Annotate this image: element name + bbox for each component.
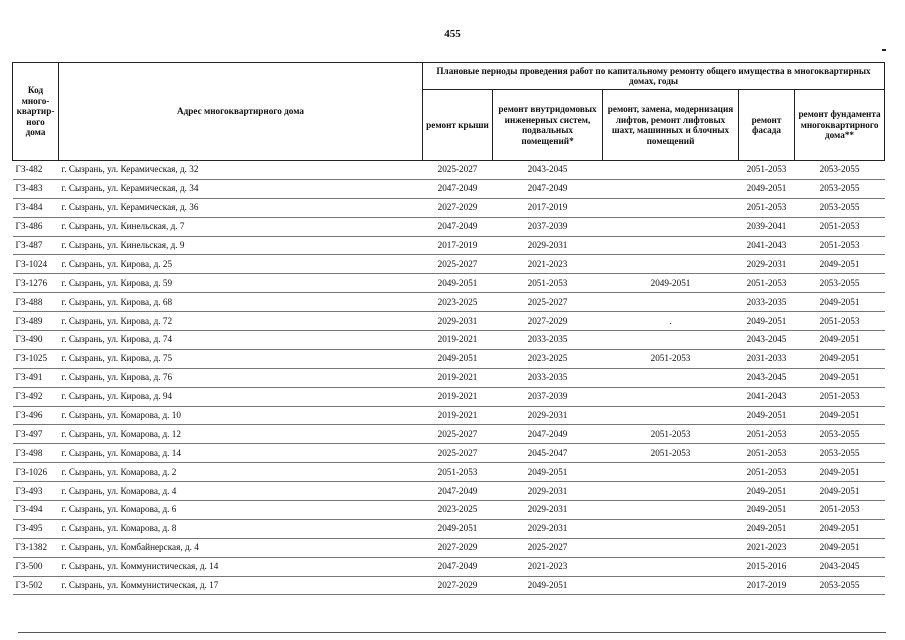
cell-code: ГЗ-492 bbox=[13, 387, 59, 406]
cell-roof: 2019-2021 bbox=[423, 331, 493, 350]
cell-systems: 2033-2035 bbox=[493, 331, 603, 350]
cell-elevators bbox=[603, 179, 739, 198]
cell-address: г. Сызрань, ул. Комбайнерская, д. 4 bbox=[59, 538, 423, 557]
cell-address: г. Сызрань, ул. Кирова, д. 25 bbox=[59, 255, 423, 274]
cell-elevators bbox=[603, 293, 739, 312]
cell-elevators bbox=[603, 538, 739, 557]
cell-facade: 2051-2053 bbox=[739, 425, 795, 444]
table-row bbox=[13, 387, 885, 406]
cell-facade: 2049-2051 bbox=[739, 179, 795, 198]
cell-foundation: 2051-2053 bbox=[795, 217, 885, 236]
cell-elevators bbox=[603, 557, 739, 576]
cell-address: г. Сызрань, ул. Кинельская, д. 9 bbox=[59, 236, 423, 255]
cell-elevators: 2051-2053 bbox=[603, 444, 739, 463]
table-row bbox=[13, 293, 885, 312]
table-row bbox=[13, 349, 885, 368]
cell-foundation: 2053-2055 bbox=[795, 198, 885, 217]
cell-foundation: 2049-2051 bbox=[795, 406, 885, 425]
header-code-line: много- bbox=[21, 95, 50, 106]
cell-systems: 2037-2039 bbox=[493, 387, 603, 406]
cell-foundation: 2049-2051 bbox=[795, 519, 885, 538]
cell-elevators bbox=[603, 482, 739, 501]
cell-facade: 2041-2043 bbox=[739, 387, 795, 406]
cell-foundation: 2049-2051 bbox=[795, 538, 885, 557]
cell-foundation: 2053-2055 bbox=[795, 425, 885, 444]
table-row bbox=[13, 425, 885, 444]
cell-facade: 2049-2051 bbox=[739, 312, 795, 331]
cell-roof: 2019-2021 bbox=[423, 387, 493, 406]
cell-foundation: 2053-2055 bbox=[795, 444, 885, 463]
cell-address: г. Сызрань, ул. Керамическая, д. 34 bbox=[59, 179, 423, 198]
cell-roof: 2047-2049 bbox=[423, 557, 493, 576]
header-roof: ремонт крыши bbox=[423, 90, 493, 161]
cell-address: г. Сызрань, ул. Кирова, д. 72 bbox=[59, 312, 423, 331]
cell-code: ГЗ-1276 bbox=[13, 274, 59, 293]
header-foundation: ремонт фундамента многоквартирного дома** bbox=[795, 90, 885, 161]
cell-foundation: 2051-2053 bbox=[795, 312, 885, 331]
cell-facade: 2049-2051 bbox=[739, 519, 795, 538]
stray-mark bbox=[882, 49, 886, 51]
cell-systems: 2029-2031 bbox=[493, 406, 603, 425]
cell-facade: 2015-2016 bbox=[739, 557, 795, 576]
cell-facade: 2051-2053 bbox=[739, 161, 795, 180]
cell-roof: 2047-2049 bbox=[423, 482, 493, 501]
cell-elevators bbox=[603, 519, 739, 538]
cell-foundation: 2053-2055 bbox=[795, 161, 885, 180]
cell-facade: 2031-2033 bbox=[739, 349, 795, 368]
cell-foundation: 2049-2051 bbox=[795, 463, 885, 482]
cell-roof: 2049-2051 bbox=[423, 519, 493, 538]
header-systems: ремонт внутридомовых инженерных систем, подвальных помещений* bbox=[493, 90, 603, 161]
cell-code: ГЗ-500 bbox=[13, 557, 59, 576]
cell-elevators bbox=[603, 501, 739, 520]
table-body bbox=[13, 161, 885, 595]
cell-systems: 2029-2031 bbox=[493, 482, 603, 501]
cell-code: ГЗ-488 bbox=[13, 293, 59, 312]
cell-foundation: 2053-2055 bbox=[795, 274, 885, 293]
cell-facade: 2043-2045 bbox=[739, 331, 795, 350]
cell-facade: 2021-2023 bbox=[739, 538, 795, 557]
cell-code: ГЗ-487 bbox=[13, 236, 59, 255]
cell-address: г. Сызрань, ул. Кирова, д. 76 bbox=[59, 368, 423, 387]
cell-facade: 2039-2041 bbox=[739, 217, 795, 236]
cell-roof: 2019-2021 bbox=[423, 406, 493, 425]
header-code-line: ного bbox=[26, 116, 45, 127]
cell-roof: 2023-2025 bbox=[423, 501, 493, 520]
table-row bbox=[13, 538, 885, 557]
cell-systems: 2047-2049 bbox=[493, 425, 603, 444]
cell-systems: 2025-2027 bbox=[493, 293, 603, 312]
table-row bbox=[13, 255, 885, 274]
cell-foundation: 2053-2055 bbox=[795, 179, 885, 198]
table-row bbox=[13, 463, 885, 482]
cell-systems: 2021-2023 bbox=[493, 255, 603, 274]
cell-roof: 2019-2021 bbox=[423, 368, 493, 387]
page-number: 455 bbox=[444, 28, 461, 40]
table-row bbox=[13, 576, 885, 595]
table-row bbox=[13, 368, 885, 387]
cell-code: ГЗ-482 bbox=[13, 161, 59, 180]
table-row bbox=[13, 331, 885, 350]
cell-roof: 2029-2031 bbox=[423, 312, 493, 331]
cell-roof: 2017-2019 bbox=[423, 236, 493, 255]
cell-systems: 2023-2025 bbox=[493, 349, 603, 368]
cell-foundation: 2049-2051 bbox=[795, 293, 885, 312]
cell-elevators bbox=[603, 331, 739, 350]
table-row bbox=[13, 519, 885, 538]
cell-systems: 2037-2039 bbox=[493, 217, 603, 236]
cell-systems: 2027-2029 bbox=[493, 312, 603, 331]
cell-code: ГЗ-490 bbox=[13, 331, 59, 350]
cell-systems: 2025-2027 bbox=[493, 538, 603, 557]
table-row bbox=[13, 406, 885, 425]
table-row bbox=[13, 198, 885, 217]
cell-facade: 2033-2035 bbox=[739, 293, 795, 312]
header-address: Адрес многоквартирного дома bbox=[59, 63, 423, 161]
cell-address: г. Сызрань, ул. Кирова, д. 94 bbox=[59, 387, 423, 406]
cell-roof: 2027-2029 bbox=[423, 576, 493, 595]
cell-address: г. Сызрань, ул. Кирова, д. 59 bbox=[59, 274, 423, 293]
cell-roof: 2025-2027 bbox=[423, 255, 493, 274]
cell-facade: 2051-2053 bbox=[739, 444, 795, 463]
cell-facade: 2049-2051 bbox=[739, 482, 795, 501]
cell-address: г. Сызрань, ул. Комарова, д. 6 bbox=[59, 501, 423, 520]
cell-address: г. Сызрань, ул. Керамическая, д. 36 bbox=[59, 198, 423, 217]
cell-facade: 2051-2053 bbox=[739, 198, 795, 217]
cell-systems: 2021-2023 bbox=[493, 557, 603, 576]
cell-roof: 2025-2027 bbox=[423, 425, 493, 444]
cell-systems: 2033-2035 bbox=[493, 368, 603, 387]
cell-code: ГЗ-484 bbox=[13, 198, 59, 217]
cell-facade: 2049-2051 bbox=[739, 406, 795, 425]
cell-roof: 2051-2053 bbox=[423, 463, 493, 482]
cell-address: г. Сызрань, ул. Коммунистическая, д. 14 bbox=[59, 557, 423, 576]
cell-systems: 2029-2031 bbox=[493, 501, 603, 520]
cell-systems: 2049-2051 bbox=[493, 463, 603, 482]
cell-elevators bbox=[603, 463, 739, 482]
cell-code: ГЗ-1026 bbox=[13, 463, 59, 482]
cell-code: ГЗ-491 bbox=[13, 368, 59, 387]
cell-systems: 2045-2047 bbox=[493, 444, 603, 463]
cell-address: г. Сызрань, ул. Коммунистическая, д. 17 bbox=[59, 576, 423, 595]
cell-elevators: 2051-2053 bbox=[603, 349, 739, 368]
header-facade: ремонт фасада bbox=[739, 90, 795, 161]
cell-facade: 2029-2031 bbox=[739, 255, 795, 274]
table-row bbox=[13, 179, 885, 198]
cell-elevators bbox=[603, 161, 739, 180]
cell-code: ГЗ-493 bbox=[13, 482, 59, 501]
cell-elevators bbox=[603, 406, 739, 425]
cell-code: ГЗ-497 bbox=[13, 425, 59, 444]
table-row bbox=[13, 482, 885, 501]
cell-facade: 2051-2053 bbox=[739, 274, 795, 293]
cell-systems: 2051-2053 bbox=[493, 274, 603, 293]
cell-systems: 2043-2045 bbox=[493, 161, 603, 180]
cell-address: г. Сызрань, ул. Комарова, д. 12 bbox=[59, 425, 423, 444]
header-elevators: ремонт, замена, модернизация лифтов, ремонт лифтовых шахт, машинных и блочных помещений bbox=[603, 90, 739, 161]
cell-roof: 2047-2049 bbox=[423, 179, 493, 198]
cell-code: ГЗ-494 bbox=[13, 501, 59, 520]
cell-foundation: 2051-2053 bbox=[795, 236, 885, 255]
cell-roof: 2025-2027 bbox=[423, 161, 493, 180]
cell-roof: 2049-2051 bbox=[423, 274, 493, 293]
cell-elevators: 2051-2053 bbox=[603, 425, 739, 444]
cell-roof: 2027-2029 bbox=[423, 198, 493, 217]
cell-facade: 2049-2051 bbox=[739, 501, 795, 520]
cell-elevators bbox=[603, 236, 739, 255]
cell-foundation: 2053-2055 bbox=[795, 576, 885, 595]
cell-address: г. Сызрань, ул. Комарова, д. 10 bbox=[59, 406, 423, 425]
cell-systems: 2029-2031 bbox=[493, 236, 603, 255]
cell-address: г. Сызрань, ул. Кирова, д. 74 bbox=[59, 331, 423, 350]
cell-foundation: 2049-2051 bbox=[795, 255, 885, 274]
cell-code: ГЗ-1382 bbox=[13, 538, 59, 557]
cell-foundation: 2049-2051 bbox=[795, 368, 885, 387]
cell-address: г. Сызрань, ул. Комарова, д. 2 bbox=[59, 463, 423, 482]
cell-facade: 2043-2045 bbox=[739, 368, 795, 387]
cell-address: г. Сызрань, ул. Керамическая, д. 32 bbox=[59, 161, 423, 180]
cell-foundation: 2049-2051 bbox=[795, 482, 885, 501]
table-row bbox=[13, 236, 885, 255]
cell-foundation: 2051-2053 bbox=[795, 501, 885, 520]
cell-facade: 2017-2019 bbox=[739, 576, 795, 595]
cell-systems: 2017-2019 bbox=[493, 198, 603, 217]
cell-elevators bbox=[603, 576, 739, 595]
cell-code: ГЗ-495 bbox=[13, 519, 59, 538]
cell-facade: 2051-2053 bbox=[739, 463, 795, 482]
table-row bbox=[13, 274, 885, 293]
cell-code: ГЗ-1024 bbox=[13, 255, 59, 274]
cell-systems: 2049-2051 bbox=[493, 576, 603, 595]
table-header bbox=[13, 63, 885, 161]
cell-elevators bbox=[603, 217, 739, 236]
header-code-line: дома bbox=[25, 127, 46, 138]
cell-foundation: 2049-2051 bbox=[795, 331, 885, 350]
header-code-line: Код bbox=[27, 85, 44, 96]
table-row bbox=[13, 557, 885, 576]
table-row bbox=[13, 217, 885, 236]
cell-roof: 2023-2025 bbox=[423, 293, 493, 312]
cell-address: г. Сызрань, ул. Комарова, д. 14 bbox=[59, 444, 423, 463]
cell-foundation: 2051-2053 bbox=[795, 387, 885, 406]
cell-facade: 2041-2043 bbox=[739, 236, 795, 255]
cell-address: г. Сызрань, ул. Комарова, д. 8 bbox=[59, 519, 423, 538]
cell-roof: 2025-2027 bbox=[423, 444, 493, 463]
cell-code: ГЗ-486 bbox=[13, 217, 59, 236]
cell-address: г. Сызрань, ул. Кинельская, д. 7 bbox=[59, 217, 423, 236]
cell-address: г. Сызрань, ул. Комарова, д. 4 bbox=[59, 482, 423, 501]
cell-foundation: 2043-2045 bbox=[795, 557, 885, 576]
cell-systems: 2047-2049 bbox=[493, 179, 603, 198]
cell-elevators bbox=[603, 255, 739, 274]
table-row bbox=[13, 312, 885, 331]
cell-systems: 2029-2031 bbox=[493, 519, 603, 538]
capital-repair-table bbox=[12, 62, 885, 595]
cell-code: ГЗ-483 bbox=[13, 179, 59, 198]
cell-roof: 2027-2029 bbox=[423, 538, 493, 557]
table-row bbox=[13, 501, 885, 520]
cell-elevators bbox=[603, 387, 739, 406]
header-code bbox=[13, 63, 59, 161]
cell-elevators bbox=[603, 368, 739, 387]
cell-code: ГЗ-1025 bbox=[13, 349, 59, 368]
header-group: Плановые периоды проведения работ по капитальному ремонту общего имущества в многоквартирных домах, годы bbox=[423, 63, 885, 90]
bottom-divider bbox=[18, 632, 886, 633]
cell-foundation: 2049-2051 bbox=[795, 349, 885, 368]
cell-roof: 2047-2049 bbox=[423, 217, 493, 236]
cell-elevators: . bbox=[603, 312, 739, 331]
table-row bbox=[13, 161, 885, 180]
cell-elevators bbox=[603, 198, 739, 217]
cell-code: ГЗ-496 bbox=[13, 406, 59, 425]
cell-roof: 2049-2051 bbox=[423, 349, 493, 368]
header-code-line: квартир- bbox=[16, 106, 55, 117]
cell-elevators: 2049-2051 bbox=[603, 274, 739, 293]
cell-code: ГЗ-489 bbox=[13, 312, 59, 331]
table-row bbox=[13, 444, 885, 463]
cell-address: г. Сызрань, ул. Кирова, д. 68 bbox=[59, 293, 423, 312]
cell-address: г. Сызрань, ул. Кирова, д. 75 bbox=[59, 349, 423, 368]
cell-code: ГЗ-502 bbox=[13, 576, 59, 595]
cell-code: ГЗ-498 bbox=[13, 444, 59, 463]
